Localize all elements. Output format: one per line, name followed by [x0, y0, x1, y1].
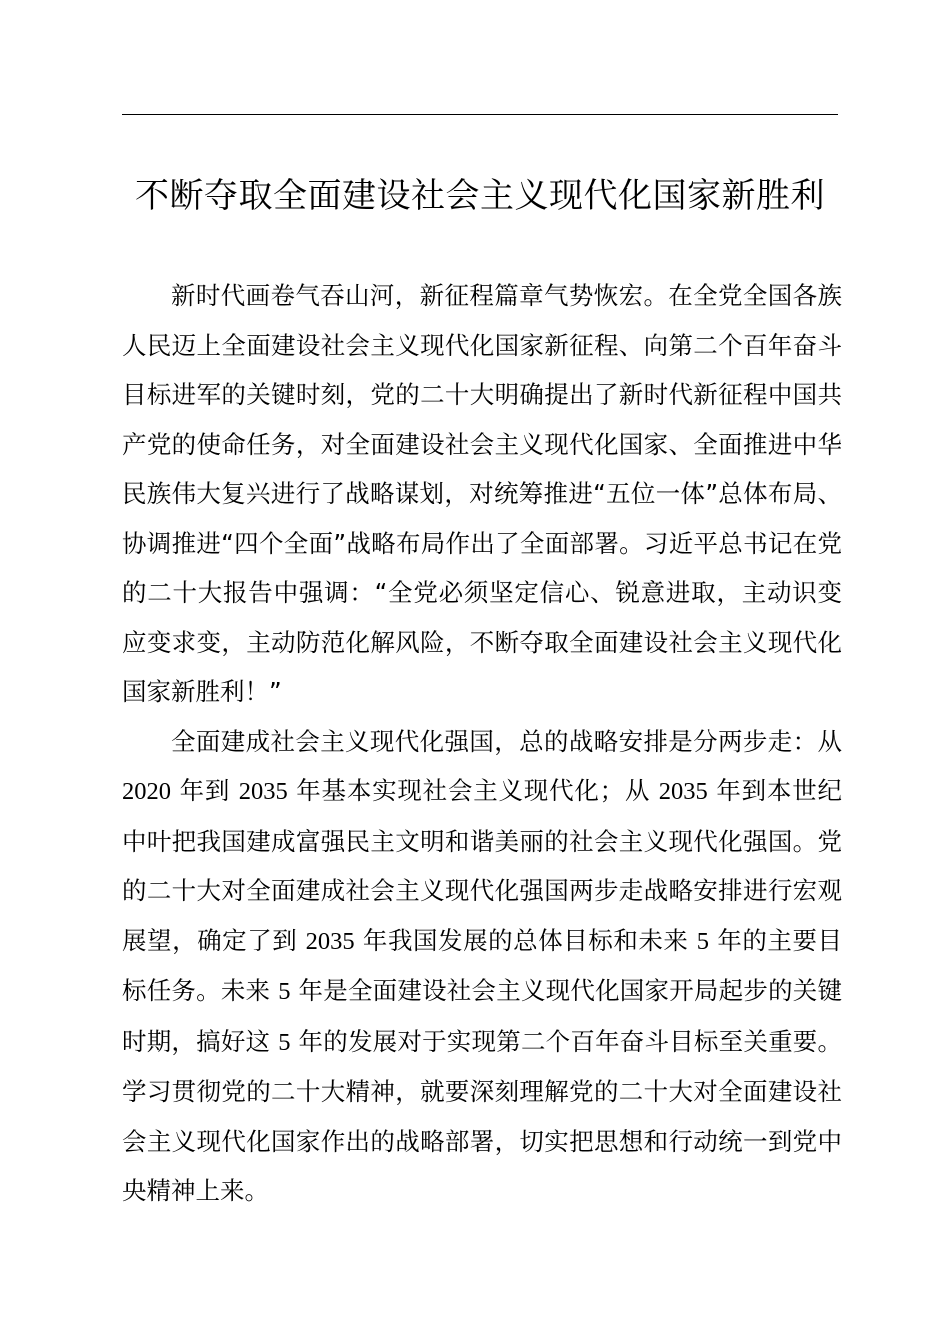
number-text: 5: [696, 927, 710, 955]
header-rule: [122, 114, 838, 115]
number-text: 2035: [305, 927, 355, 955]
number-text: 2035: [658, 778, 708, 805]
document-body: [122, 271, 842, 1216]
number-text: 5: [278, 1028, 291, 1056]
number-text: 2035: [238, 778, 288, 805]
number-text: 2020: [122, 778, 171, 805]
paragraph-1: 新时代画卷气吞山河，新征程篇章气势恢宏。在全党全国各族人民迈上全面建设社会主义现代化国家新征程、向第二个百年奋斗目标进军的关键时刻，党的二十大明确提出了新时代新征程中国共产党的使命任务，对全面建设社会主义现代化国家、全面推进中华民族伟大复兴进行了战略谋划，对统筹推进“五位一体”总体布局、协调推进“四个全面”战略布局作出了全面部署。习近平总书记在党的二十大报告中强调：“全党必须坚定信心、锐意进取，主动识变应变求变，主动防范化解风险，不断夺取全面建设社会主义现代化国家新胜利！”: [122, 281, 842, 706]
paragraph-2: 全面建成社会主义现代化强国，总的战略安排是分两步走：从 2020 年到 2035 年基本实现社会主义现代化；从 2035 年到本世纪中叶把我国建成富强民主文明和谐美丽的社会主义现代化强国。党的二十大对全面建成社会主义现代化强国两步走战略安排进行宏观展望，确定了到 2035 年我国发展的总体目标和未来 5 年的主要目标任务。未来 5 年是全面建设社会主义现代化国家开局起步的关键时期，搞好这 5 年的发展对于实现第二个百年奋斗目标至关重要。学习贯彻党的二十大精神，就要深刻理解党的二十大对全面建设社会主义现代化国家作出的战略部署，切实把思想和行动统一到党中央精神上来。: [122, 726, 842, 1205]
document-title: 不断夺取全面建设社会主义现代化国家新胜利: [135, 176, 825, 216]
number-text: 5: [278, 978, 291, 1005]
